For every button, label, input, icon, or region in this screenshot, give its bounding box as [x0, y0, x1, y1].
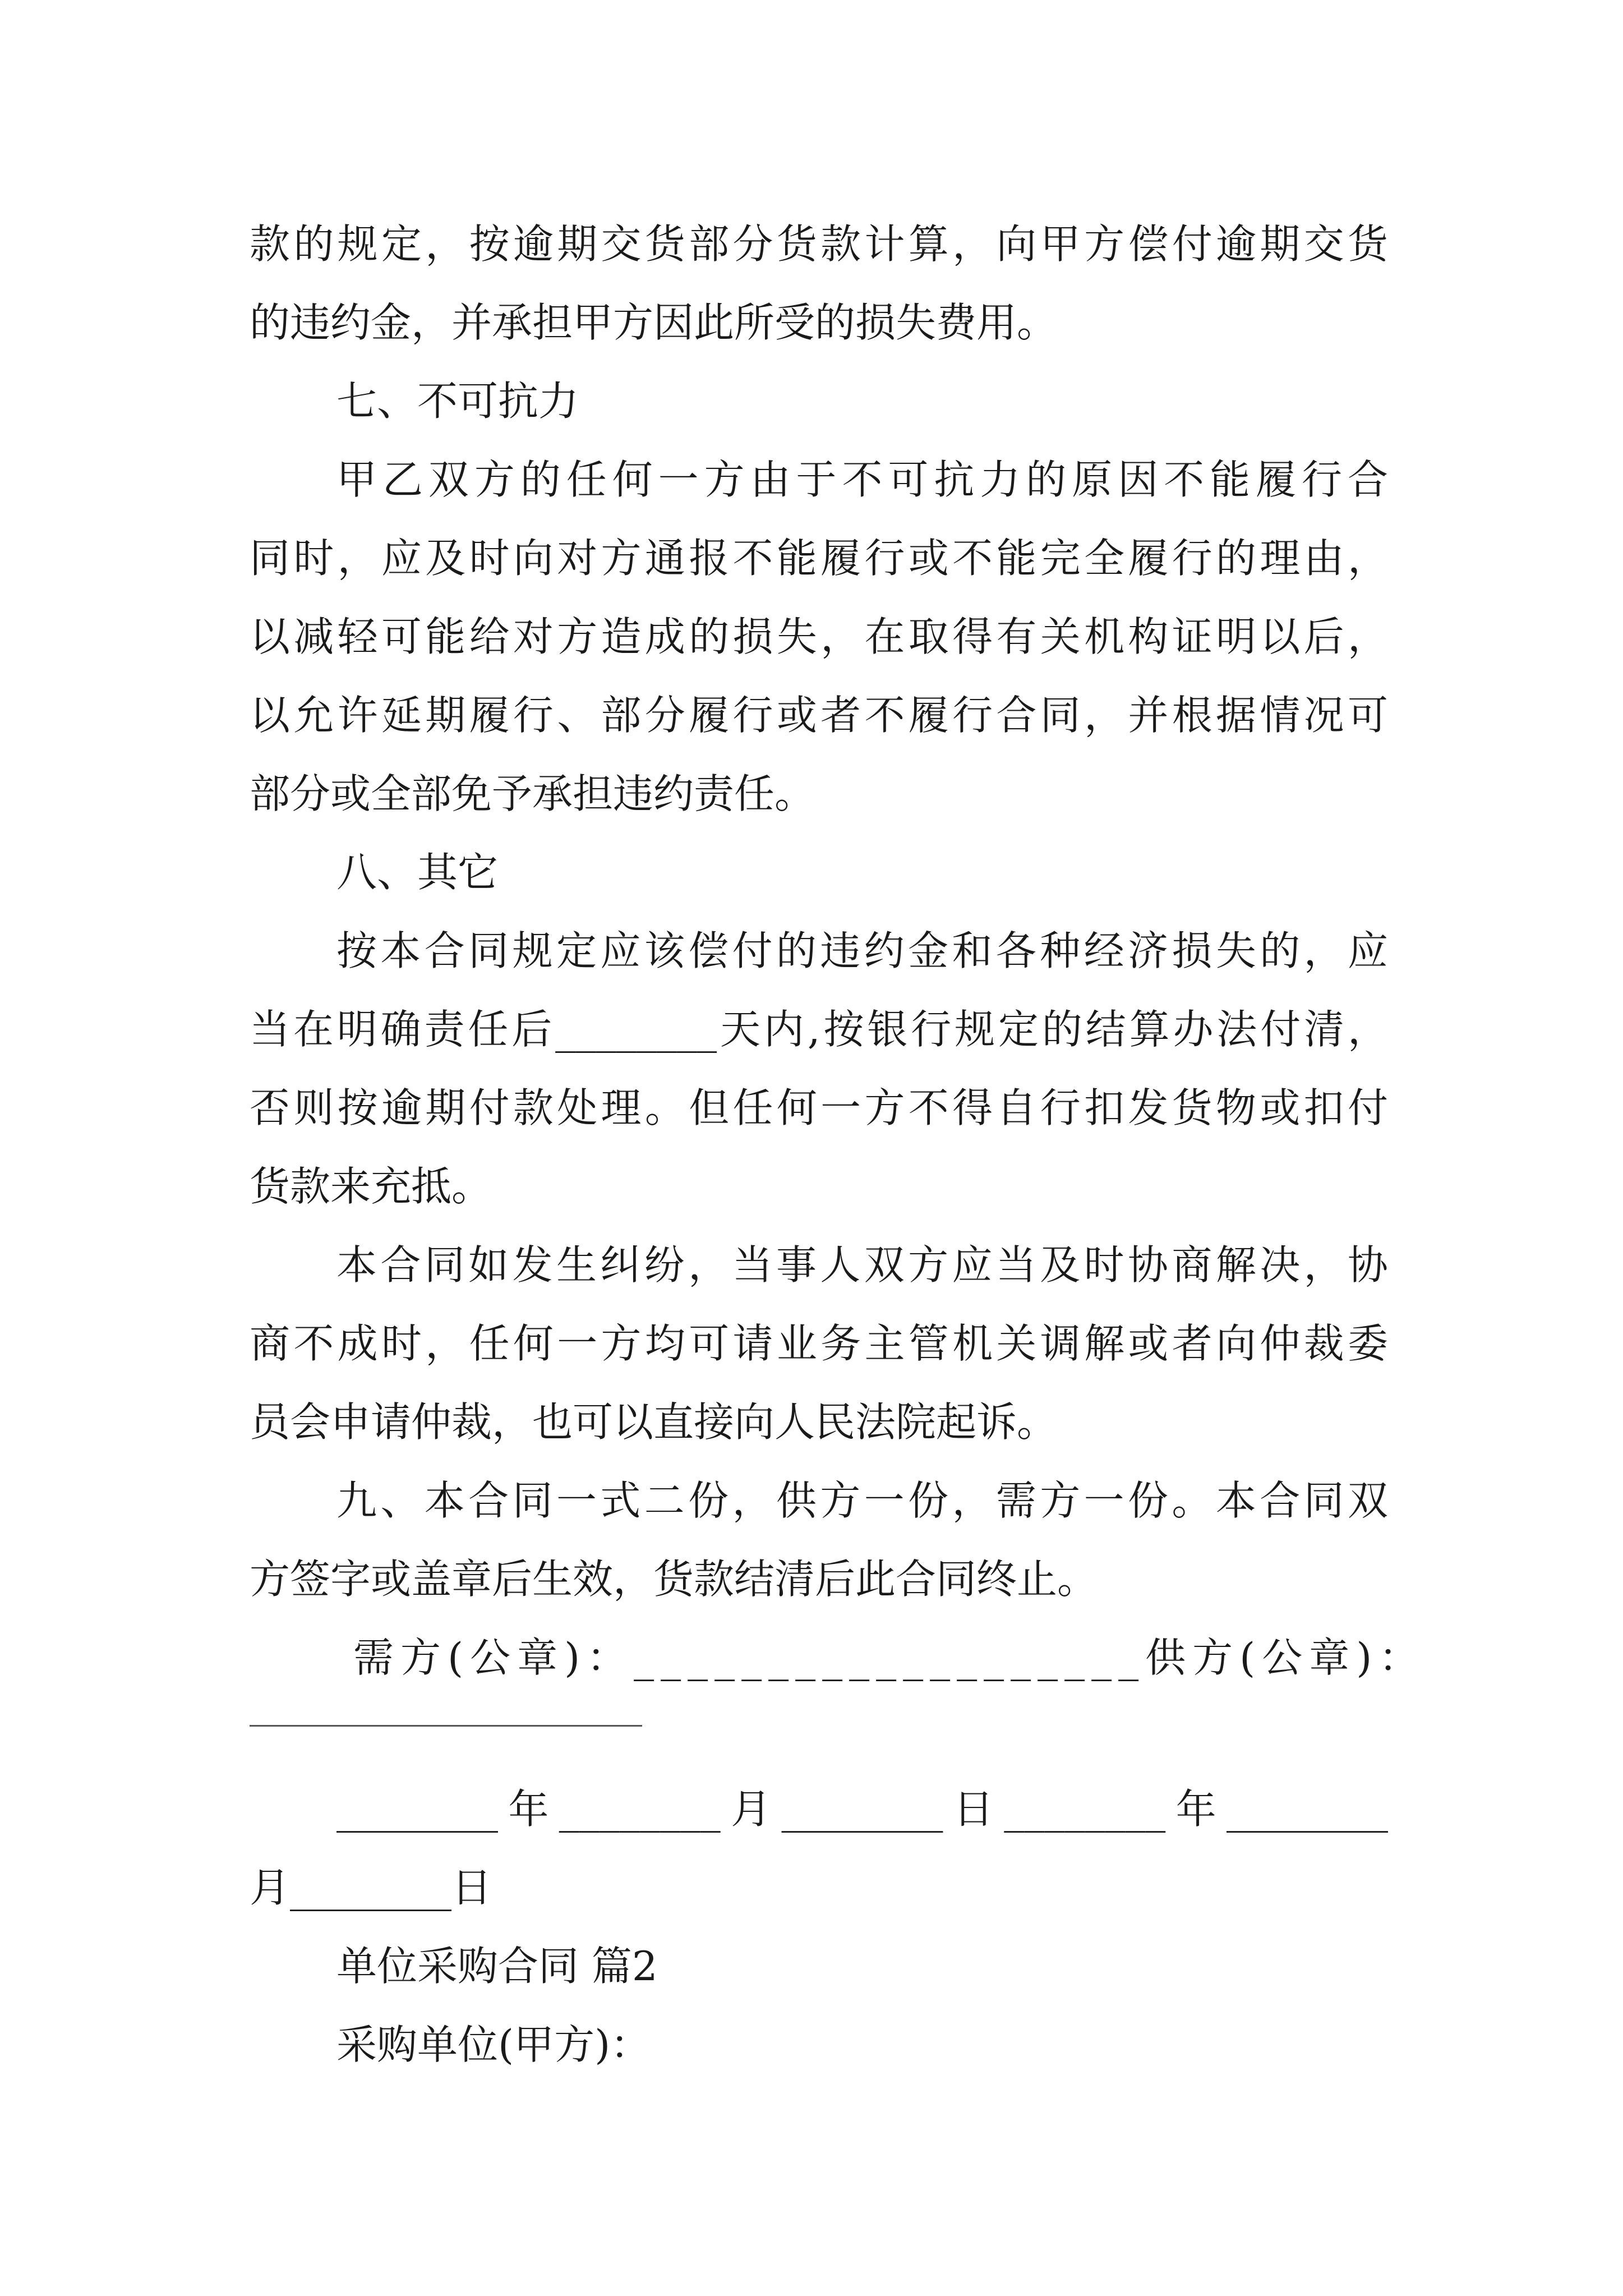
text-line-11: 当在明确责任后________天内,按银行规定的结算办法付清，	[250, 1006, 1388, 1053]
text-line-14: 本合同如发生纠纷，当事人双方应当及时协商解决，协	[336, 1241, 1388, 1289]
date-line-1: ________年________月________日________年________	[336, 1786, 1388, 1833]
text-line-2: 的违约金，并承担甲方因此所受的损失费用。	[250, 299, 1058, 346]
text-line-8: 部分或全部免予承担违约责任。	[250, 770, 815, 817]
signature-line: 需方(公章)：___________________供方(公章)：	[353, 1634, 1426, 1681]
text-line-6: 以减轻可能给对方造成的损失，在取得有关机构证明以后，	[250, 613, 1388, 660]
text-line-15: 商不成时，任何一方均可请业务主管机关调解或者向仲裁委	[250, 1320, 1388, 1367]
purchasing-unit-line: 采购单位(甲方)：	[336, 2021, 651, 2068]
text-line-12: 否则按逾期付款处理。但任何一方不得自行扣发货物或扣付	[250, 1084, 1388, 1131]
section-heading-force-majeure: 七、不可抗力	[336, 378, 579, 425]
text-line-13: 货款来充抵。	[250, 1163, 492, 1210]
text-line-17: 九、本合同一式二份，供方一份，需方一份。本合同双	[336, 1477, 1388, 1524]
text-line-7: 以允许延期履行、部分履行或者不履行合同，并根据情况可	[250, 692, 1388, 739]
text-line-5: 同时，应及时向对方通报不能履行或不能完全履行的理由，	[250, 535, 1388, 582]
text-line-18: 方签字或盖章后生效，货款结清后此合同终止。	[250, 1556, 1098, 1603]
section-title-contract-2: 单位采购合同 篇2	[336, 1943, 658, 1990]
text-line-1: 款的规定，按逾期交货部分货款计算，向甲方偿付逾期交货	[250, 220, 1388, 268]
section-heading-other: 八、其它	[336, 849, 499, 896]
date-line-2: 月________日	[250, 1864, 492, 1911]
text-line-16: 员会申请仲裁，也可以直接向人民法院起诉。	[250, 1398, 1058, 1446]
signature-blank-rule	[250, 1725, 642, 1727]
text-line-4: 甲乙双方的任何一方由于不可抗力的原因不能履行合	[336, 456, 1388, 503]
text-line-10: 按本合同规定应该偿付的违约金和各种经济损失的，应	[336, 927, 1388, 974]
